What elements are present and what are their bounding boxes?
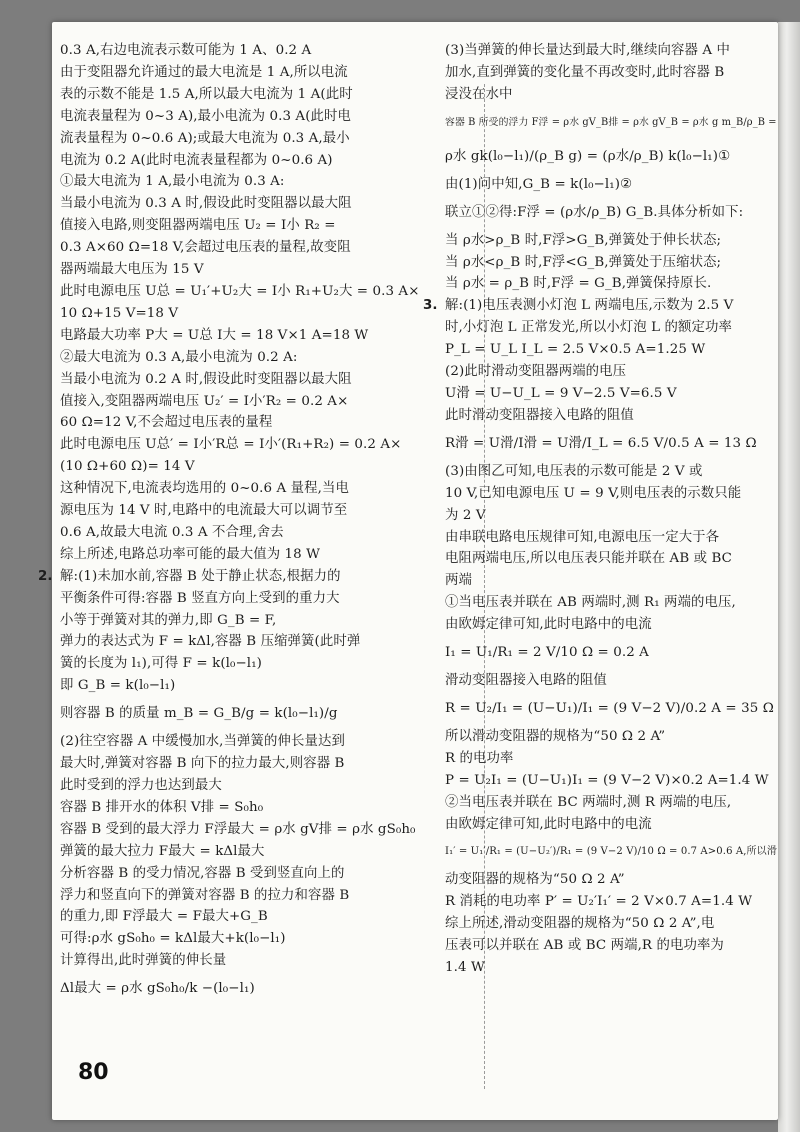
text-line: 电阻两端电压,所以电压表只能并联在 AB 或 BC	[445, 551, 733, 567]
text-line: 计算得出,此时弹簧的伸长量	[60, 953, 227, 969]
text-line: 浸没在水中	[445, 86, 513, 102]
text-line: 这种情况下,电流表均选用的 0~0.6 A 量程,当电	[60, 481, 349, 497]
text-line: 此时滑动变阻器接入电路的阻值	[445, 407, 634, 423]
text-line: 浮力和竖直向下的弹簧对容器 B 的拉力和容器 B	[60, 887, 350, 903]
text-line: (2)往空容器 A 中缓慢加水,当弹簧的伸长量达到	[60, 734, 345, 750]
text-line: 加水,直到弹簧的变化量不再改变时,此时容器 B	[445, 64, 725, 80]
text-line: 电流为 0.2 A(此时电流表量程都为 0~0.6 A)	[60, 152, 333, 168]
text-line: 综上所述,滑动变阻器的规格为“50 Ω 2 A”,电	[445, 916, 715, 932]
text-line: 由欧姆定律可知,此时电路中的电流	[445, 816, 652, 832]
text-line: 流表量程为 0~0.6 A);或最大电流为 0.3 A,最小	[60, 130, 350, 146]
text-line: 表的示数不能是 1.5 A,所以最大电流为 1 A(此时	[60, 86, 353, 102]
text-line: 0.3 A,右边电流表示数可能为 1 A、0.2 A	[60, 43, 312, 58]
text-line: 弹力的表达式为 F = kΔl,容器 B 压缩弹簧(此时弹	[60, 634, 361, 650]
text-line: 即 G_B = k(l₀−l₁)	[60, 678, 176, 694]
text-line: 0.6 A,故最大电流 0.3 A 不合理,舍去	[60, 524, 284, 540]
text-line: 簧的长度为 l₁),可得 F = k(l₀−l₁)	[60, 656, 262, 672]
text-line: 压表可以并联在 AB 或 BC 两端,R 的电功率为	[445, 938, 724, 954]
text-line: P = U₂I₁ = (U−U₁)I₁ = (9 V−2 V)×0.2 A=1.4 W	[445, 772, 769, 788]
formula-line: R = U₂/I₁ = (U−U₁)/I₁ = (9 V−2 V)/0.2 A = 35 Ω	[445, 700, 774, 716]
text-line: 综上所述,电路总功率可能的最大值为 18 W	[60, 546, 321, 562]
text-line: 器两端最大电压为 15 V	[60, 262, 204, 278]
text-line: ①最大电流为 1 A,最小电流为 0.3 A:	[60, 174, 285, 190]
text-line: 容器 B 排开水的体积 V排 = S₀h₀	[60, 799, 264, 815]
text-line: 由串联电路电压规律可知,电源电压一定大于各	[445, 529, 720, 545]
formula-line: 则容器 B 的质量 m_B = G_B/g = k(l₀−l₁)/g	[60, 706, 338, 722]
text-line: R 消耗的电功率 P′ = U₂′I₁′ = 2 V×0.7 A=1.4 W	[445, 894, 753, 910]
text-line: 10 V,已知电源电压 U = 9 V,则电压表的示数只能	[445, 485, 742, 501]
text-line: 弹簧的最大拉力 F最大 = kΔl最大	[60, 843, 265, 859]
text-line: 值接入电路,则变阻器两端电压 U₂ = I小 R₂ =	[60, 218, 336, 234]
text-line: 当最小电流为 0.2 A 时,假设此时变阻器以最大阻	[60, 371, 352, 387]
formula-line: R滑 = U滑/I滑 = U滑/I_L = 6.5 V/0.5 A = 13 Ω	[445, 435, 757, 451]
text-line: 为 2 V	[445, 507, 486, 523]
formula-line: Δl最大 = ρ水 gS₀h₀/k −(l₀−l₁)	[60, 981, 255, 997]
text-line: 1.4 W	[445, 960, 485, 976]
text-line: 小等于弹簧对其的弹力,即 G_B = F,	[60, 612, 277, 628]
text-line: 60 Ω=12 V,不会超过电压表的量程	[60, 415, 273, 431]
formula-line: 容器 B 所受的浮力 F浮 = ρ水 gV_B排 = ρ水 gV_B = ρ水 g m_B/ρ_B =	[445, 116, 777, 128]
text-line: R 的电功率	[445, 750, 514, 766]
text-line: 所以滑动变阻器的规格为“50 Ω 2 A”	[445, 728, 666, 744]
right-column	[423, 40, 777, 979]
text-line: ②最大电流为 0.3 A,最小电流为 0.2 A:	[60, 349, 298, 365]
text-line: 的重力,即 F浮最大 = F最大+G_B	[60, 909, 268, 925]
page-number: 80	[78, 1060, 109, 1085]
text-line: 电流表量程为 0~3 A),最小电流为 0.3 A(此时电	[60, 108, 351, 124]
text-line: 当 ρ水<ρ_B 时,F浮<G_B,弹簧处于压缩状态;	[445, 254, 722, 270]
question-number: 3.	[423, 298, 438, 314]
text-line: 动变阻器的规格为“50 Ω 2 A”	[445, 872, 625, 888]
text-line: 此时受到的浮力也达到最大	[60, 778, 222, 793]
formula-line: 联立①②得:F浮 = (ρ水/ρ_B) G_B.具体分析如下:	[445, 204, 744, 220]
formula-line: I₁ = U₁/R₁ = 2 V/10 Ω = 0.2 A	[445, 645, 649, 661]
text-line: 当 ρ水 = ρ_B 时,F浮 = G_B,弹簧保持原长.	[445, 276, 712, 292]
text-line: 时,小灯泡 L 正常发光,所以小灯泡 L 的额定功率	[445, 320, 732, 336]
left-column	[38, 40, 420, 1006]
text-line: 0.3 A×60 Ω=18 V,会超过电压表的量程,故变阻	[60, 240, 351, 256]
text-line: 源电压为 14 V 时,电路中的电流最大可以调节至	[60, 503, 348, 519]
text-line: 电路最大功率 P大 = U总 I大 = 18 V×1 A=18 W	[60, 327, 369, 343]
text-line: P_L = U_L I_L = 2.5 V×0.5 A=1.25 W	[445, 342, 706, 358]
text-line: 平衡条件可得:容器 B 竖直方向上受到的重力大	[60, 590, 340, 606]
text-line: (2)此时滑动变阻器两端的电压	[445, 364, 627, 380]
text-line: 解:(1)电压表测小灯泡 L 两端电压,示数为 2.5 V	[445, 298, 734, 314]
question-2-line	[38, 566, 412, 588]
question-3-line	[423, 295, 775, 317]
text-line: (3)当弹簧的伸长量达到最大时,继续向容器 A 中	[445, 43, 730, 58]
question-number: 2.	[38, 568, 53, 584]
text-line: (10 Ω+60 Ω)= 14 V	[60, 459, 195, 475]
text-line: 可得:ρ水 gS₀h₀ = kΔl最大+k(l₀−l₁)	[60, 931, 286, 947]
text-line: 滑动变阻器接入电路的阻值	[445, 673, 607, 689]
text-line: 由于变阻器允许通过的最大电流是 1 A,所以电流	[60, 64, 348, 80]
page-edge	[778, 22, 800, 1132]
text-line: 解:(1)未加水前,容器 B 处于静止状态,根据力的	[60, 568, 341, 584]
text-line: 当最小电流为 0.3 A 时,假设此时变阻器以最大阻	[60, 196, 352, 212]
text-line: 分析容器 B 的受力情况,容器 B 受到竖直向上的	[60, 865, 345, 881]
formula-line: ρ水 gk(l₀−l₁)/(ρ_B g) = (ρ水/ρ_B) k(l₀−l₁)①	[445, 148, 731, 164]
text-line: 10 Ω+15 V=18 V	[60, 305, 179, 321]
text-line: 由(1)问中知,G_B = k(l₀−l₁)②	[445, 176, 633, 192]
text-line: 此时电源电压 U总′ = I小′R总 = I小′(R₁+R₂) = 0.2 A×	[60, 437, 402, 453]
text-line: 值接入,变阻器两端电压 U₂′ = I小′R₂ = 0.2 A×	[60, 393, 349, 409]
text-line: U滑 = U−U_L = 9 V−2.5 V=6.5 V	[445, 385, 677, 401]
formula-line: I₁′ = U₁′/R₁ = (U−U₂′)/R₁ = (9 V−2 V)/10 Ω = 0.7 A>0.6 A,所以滑	[445, 846, 777, 858]
text-line: ①当电压表并联在 AB 两端时,测 R₁ 两端的电压,	[445, 595, 736, 611]
text-line: 两端	[445, 573, 472, 589]
text-line: 当 ρ水>ρ_B 时,F浮>G_B,弹簧处于伸长状态;	[445, 232, 722, 248]
text-line: 容器 B 受到的最大浮力 F浮最大 = ρ水 gV排 = ρ水 gS₀h₀	[60, 821, 416, 837]
text-line: (3)由图乙可知,电压表的示数可能是 2 V 或	[445, 463, 703, 479]
text-line: 最大时,弹簧对容器 B 向下的拉力最大,则容器 B	[60, 756, 345, 772]
text-line: ②当电压表并联在 BC 两端时,测 R 两端的电压,	[445, 794, 732, 810]
text-line: 由欧姆定律可知,此时电路中的电流	[445, 617, 652, 633]
text-line: 此时电源电压 U总 = U₁′+U₂大 = I小 R₁+U₂大 = 0.3 A×	[60, 283, 420, 299]
